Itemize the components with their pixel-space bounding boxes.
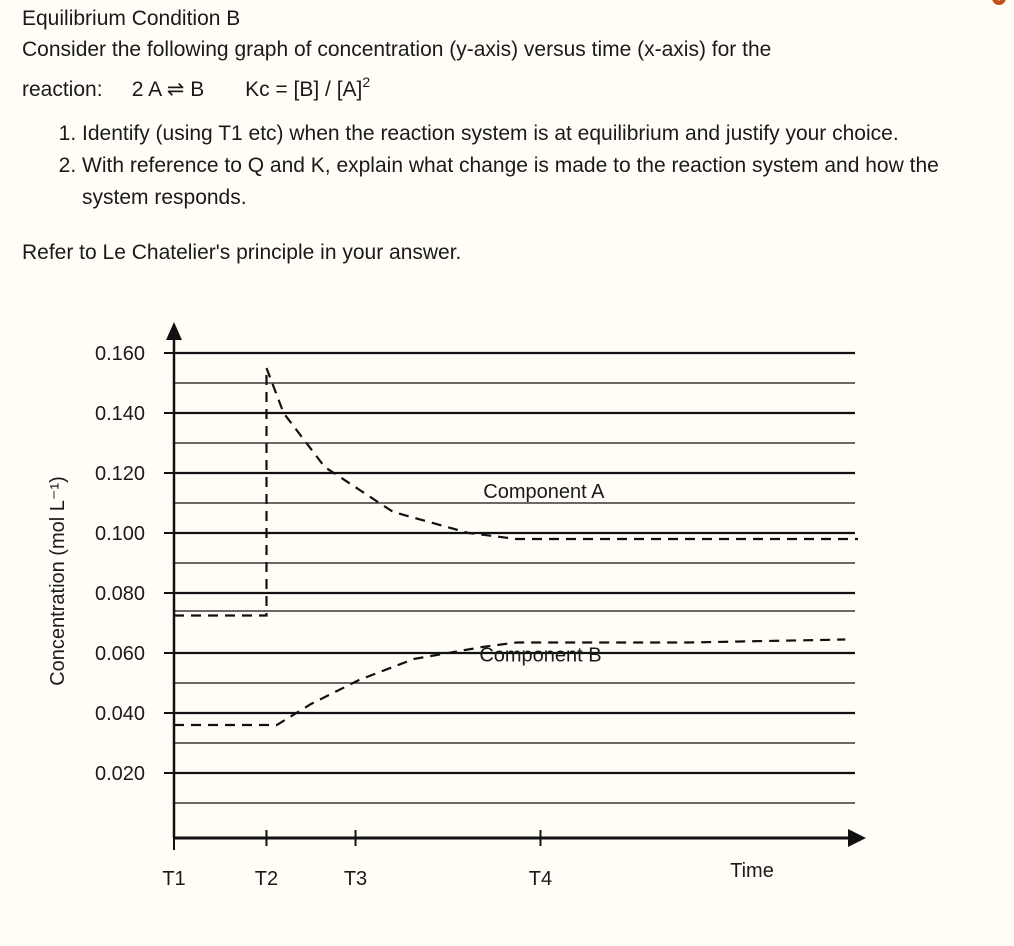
y-tick-label: 0.060 [95,643,146,665]
reaction-prefix: reaction: [22,78,103,101]
component-a-label: Component A [483,481,605,503]
question-list [22,118,992,214]
question-item: 1. Identify (using T1 etc) when the reaction system is at equilibrium and justify your choice. [82,118,992,150]
y-tick-label: 0.140 [95,403,146,425]
le-chatelier-note: Refer to Le Chatelier's principle in your answer. [22,241,462,264]
y-tick-label: 0.120 [95,463,146,485]
y-tick-label: 0.080 [95,583,146,605]
question-intro [22,34,992,106]
y-tick-label: 0.100 [95,523,146,545]
question-title: Equilibrium Condition B [22,7,241,30]
x-tick-label: T3 [343,868,368,890]
concentration-time-chart [0,318,1014,918]
reaction-equation-text: 2 A ⇌ B [131,78,205,101]
x-axis-arrow [848,829,866,847]
y-tick-label: 0.020 [95,763,146,785]
x-axis-label: Time [730,860,774,882]
x-tick-label: T1 [162,868,186,890]
y-axis-label: Concentration (mol L⁻¹) [47,476,69,686]
x-tick-label: T4 [528,868,553,890]
y-tick-label: 0.040 [95,703,146,725]
y-axis-arrow [166,322,182,340]
question-document [22,4,992,268]
y-tick-label: 0.160 [95,343,146,365]
gear-icon [988,0,1010,10]
question-item: 2. With reference to Q and K, explain what change is made to the reaction system and how the system responds. [82,150,992,214]
intro-text: Consider the following graph of concentration (y-axis) versus time (x-axis) for the [22,38,772,61]
kc-exponent: 2 [362,74,371,90]
component-b-label: Component B [479,644,602,667]
kc-expression: Kᴄ = [B] / [A] [245,78,363,101]
reaction-equation [108,78,131,101]
x-tick-label: T2 [254,868,279,890]
